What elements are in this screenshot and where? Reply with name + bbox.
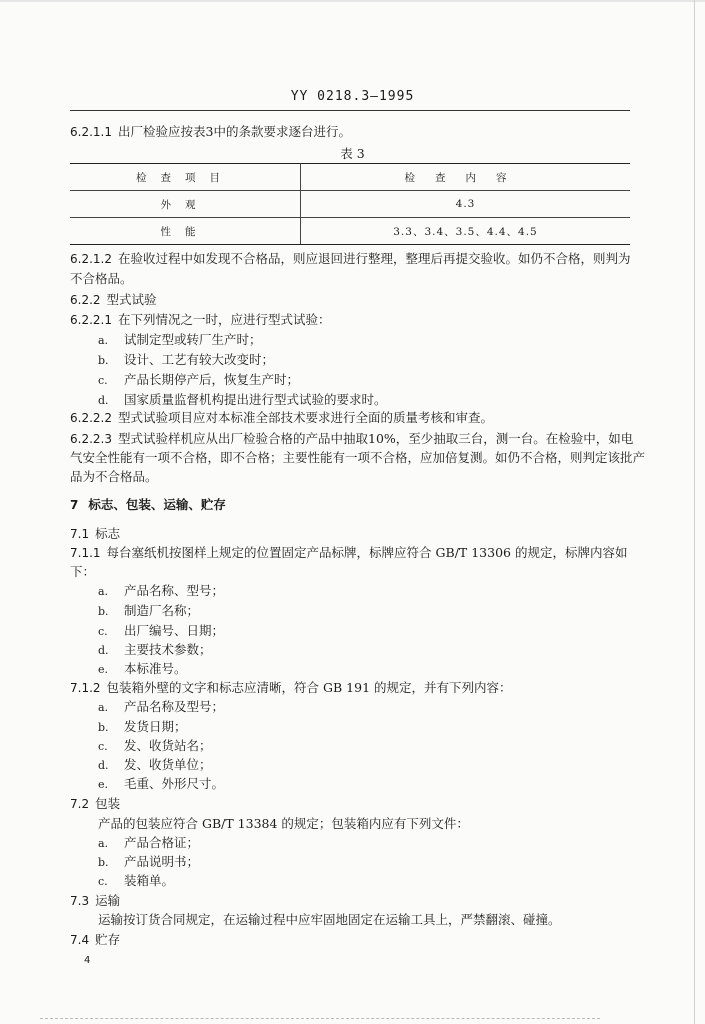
table-header-content: 检查内容 [301, 164, 631, 191]
clause-continuation: 气安全性能有一项不合格，即不合格；主要性能有一项不合格，应加倍复测。如仍不合格，则判定该批产 [70, 450, 646, 465]
clause-title: 标志 [95, 526, 121, 541]
table-cell-item: 性能 [70, 218, 301, 245]
clause-7-1 [70, 526, 120, 542]
list-label: b. [98, 856, 109, 869]
clause-7-2 [70, 796, 120, 812]
list-item [98, 392, 387, 409]
table-row [70, 191, 630, 218]
clause-6-2-2 [70, 292, 157, 308]
list-text: 本标准号。 [124, 661, 187, 676]
standard-code-header: YY 0218.3—1995 [290, 89, 415, 104]
scan-edge-bottom [40, 1018, 600, 1020]
list-label: d. [98, 394, 109, 407]
list-item [98, 873, 174, 890]
list-text: 发、收货单位； [124, 757, 212, 772]
clause-number: 7.3 [70, 894, 90, 908]
list-text: 主要技术参数； [124, 642, 212, 657]
list-text: 毛重、外形尺寸。 [124, 776, 225, 791]
list-item [98, 623, 224, 640]
clause-number: 6.2.2 [70, 293, 101, 307]
clause-7-3 [70, 893, 120, 909]
clause-number: 7.2 [70, 797, 90, 811]
clause-number: 7.1 [70, 527, 90, 541]
clause-title: 运输 [95, 893, 121, 908]
clause-text: 每台塞纸机按图样上规定的位置固定产品标牌，标牌应符合 GB/T 13306 的规定，标牌内容如 [106, 545, 628, 560]
clause-6-2-2-2 [70, 410, 493, 426]
clause-7-1-1 [70, 545, 627, 561]
clause-6-2-1-2 [70, 251, 631, 267]
clause-continuation: 品为不合格品。 [70, 469, 158, 484]
list-item [98, 738, 212, 755]
list-item [98, 603, 199, 620]
list-text: 产品说明书； [124, 854, 200, 869]
list-text: 发货日期； [124, 719, 187, 734]
list-label: a. [98, 334, 109, 347]
clause-text: 型式试验样机应从出厂检验合格的产品中抽取10%，至少抽取三台，测一台。在检验中，如电 [117, 431, 634, 446]
list-text: 国家质量监督机构提出进行型式试验的要求时。 [124, 392, 387, 407]
clause-number: 6.2.2.3 [70, 432, 112, 446]
list-item [98, 332, 262, 349]
list-text: 制造厂名称； [124, 603, 200, 618]
list-label: e. [98, 778, 109, 791]
list-item [98, 583, 224, 600]
list-item [98, 642, 212, 659]
table-cell-content: 3.3、3.4、3.5、4.4、4.5 [301, 218, 631, 245]
section-title: 标志、包装、运输、贮存 [88, 497, 226, 512]
list-label: e. [98, 663, 109, 676]
clause-6-2-2-3 [70, 431, 633, 447]
list-text: 产品合格证； [124, 835, 200, 850]
clause-number: 6.2.2.2 [70, 411, 112, 425]
list-item [98, 352, 274, 369]
table-caption: 表 3 [340, 146, 365, 161]
list-item [98, 661, 187, 678]
list-label: b. [98, 354, 109, 367]
clause-number: 7.1.2 [70, 681, 101, 695]
clause-6-2-2-1 [70, 312, 331, 328]
list-text: 产品名称、型号； [124, 583, 225, 598]
list-text: 试制定型或转厂生产时； [124, 332, 262, 347]
table-header-row [70, 164, 630, 191]
table-cell-content: 4.3 [301, 191, 631, 218]
clause-title: 型式试验 [106, 292, 157, 307]
clause-text: 在下列情况之一时，应进行型式试验： [117, 312, 331, 327]
list-label: a. [98, 837, 109, 850]
table-header-item: 检查项目 [70, 164, 301, 191]
list-item [98, 835, 199, 852]
list-item [98, 757, 212, 774]
clause-7-1-2 [70, 680, 512, 696]
table-cell-item: 外观 [70, 191, 301, 218]
table-row [70, 218, 630, 245]
list-label: d. [98, 644, 109, 657]
list-label: a. [98, 585, 109, 598]
inspection-table [70, 163, 630, 245]
clause-text: 出厂检验应按表3中的条款要求逐台进行。 [117, 124, 351, 139]
page-number: 4 [84, 955, 91, 966]
clause-6-2-1-1 [70, 124, 351, 140]
list-text: 出厂编号、日期； [124, 623, 225, 638]
list-text: 产品名称及型号； [124, 699, 225, 714]
clause-number: 6.2.1.2 [70, 252, 112, 266]
clause-number: 7.1.1 [70, 546, 101, 560]
clause-number: 7.4 [70, 933, 90, 947]
clause-text: 型式试验项目应对本标准全部技术要求进行全面的质量考核和审查。 [117, 410, 493, 425]
list-label: c. [98, 740, 108, 753]
clause-title: 包装 [95, 796, 121, 811]
list-label: b. [98, 605, 109, 618]
list-item [98, 854, 199, 871]
list-label: c. [98, 374, 108, 387]
list-text: 发、收货站名； [124, 738, 212, 753]
list-text: 产品长期停产后，恢复生产时； [124, 372, 300, 387]
scan-edge-top [0, 0, 705, 2]
list-label: c. [98, 875, 108, 888]
header-rule [70, 110, 630, 111]
list-item [98, 372, 299, 389]
clause-title: 贮存 [95, 932, 121, 947]
list-text: 设计、工艺有较大改变时； [124, 352, 275, 367]
list-item [98, 719, 187, 736]
list-text: 装箱单。 [124, 873, 175, 888]
list-item [98, 776, 224, 793]
section-7-heading [70, 497, 226, 513]
clause-text: 产品的包装应符合 GB/T 13384 的规定；包装箱内应有下列文件： [98, 816, 469, 831]
clause-text: 在验收过程中如发现不合格品，则应退回进行整理，整理后再提交验收。如仍不合格，则判为 [117, 251, 631, 266]
clause-continuation: 不合格品。 [70, 271, 133, 286]
clause-continuation: 下： [70, 564, 96, 579]
clause-text: 包装箱外壁的文字和标志应清晰，符合 GB 191 的规定，并有下列内容： [106, 680, 512, 695]
section-number: 7 [70, 498, 79, 512]
list-label: b. [98, 721, 109, 734]
list-label: c. [98, 625, 108, 638]
clause-number: 6.2.1.1 [70, 125, 112, 139]
clause-7-4 [70, 932, 120, 948]
list-label: d. [98, 759, 109, 772]
list-item [98, 699, 224, 716]
list-label: a. [98, 701, 109, 714]
clause-number: 6.2.2.1 [70, 313, 112, 327]
clause-text: 运输按订货合同规定，在运输过程中应牢固地固定在运输工具上，严禁翻滚、碰撞。 [98, 912, 561, 927]
